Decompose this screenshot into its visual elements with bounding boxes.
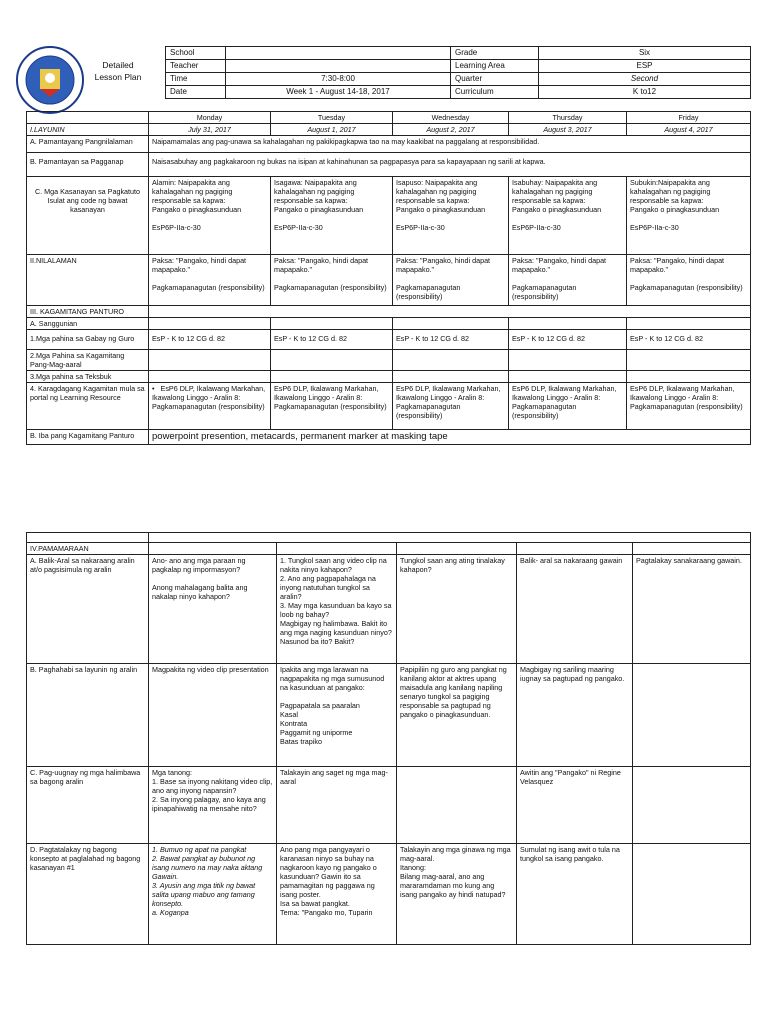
grade-value: Six: [539, 47, 751, 60]
iba-value: powerpoint presention, metacards, permanent marker at masking tape: [149, 430, 751, 445]
pagganap-label: B. Pamantayan sa Pagganap: [27, 153, 149, 177]
pagtatalakay-row: [27, 844, 751, 945]
balik-aral-monday: Ano- ano ang mga paraan ng pagkalap ng impormasyon? Anong mahalagang balita ang nakalap ninyo kahapon?: [149, 555, 277, 664]
kasanayan-row: [27, 177, 751, 255]
gabay-thursday: EsP - K to 12 CG d. 82: [509, 330, 627, 350]
karagdagang-monday: [149, 383, 271, 430]
teacher-label: Teacher: [166, 60, 226, 73]
pagtatalakay-tuesday: Ano pang mga pangyayari o karanasan ninyo sa buhay na nagkaroon kayo ng pangako o kasunduan? Gawin ito sa pamamagitan ng paggawa ng isang poster. Isa sa bawat pangkat. Tema: "Pangako mo, Tuparin: [277, 844, 397, 945]
karagdagang-thursday: EsP6 DLP, Ikalawang Markahan, Ikawalong Linggo - Aralin 8: Pagkamapanagutan (responsibility): [509, 383, 627, 430]
sanggunian-row: [27, 318, 751, 330]
pagtatalakay-wednesday: Talakayin ang mga ginawa ng mga mag-aaral. Itanong: Bilang mag-aaral, ano ang mararamdaman mo kung ang isang pangako ay hindi natupad?: [397, 844, 517, 945]
balik-aral-wednesday: Tungkol saan ang ating tinalakay kahapon?: [397, 555, 517, 664]
balik-aral-row: [27, 555, 751, 664]
karagdagang-tuesday: EsP6 DLP, Ikalawang Markahan, Ikawalong Linggo - Aralin 8: Pagkamapanagutan (responsibility): [271, 383, 393, 430]
gabay-label: 1.Mga pahina sa Gabay ng Guro: [27, 330, 149, 350]
teksbuk-label: 3.Mga pahina sa Teksbuk: [27, 371, 149, 383]
pagtatalakay-monday: 1. Bumuo ng apat na pangkat 2. Bawat pangkat ay bubunot ng isang numero na may naka aktang Gawain. 3. Ayusin ang mga titik ng bawat salita upang mabuo ang tamang konsepto. a. Koganpa: [149, 844, 277, 945]
learning-area-label: Learning Area: [451, 60, 539, 73]
gabay-tuesday: EsP - K to 12 CG d. 82: [271, 330, 393, 350]
pamamaraan-row: [27, 543, 751, 555]
karagdagang-row: [27, 383, 751, 430]
gabay-wednesday: EsP - K to 12 CG d. 82: [393, 330, 509, 350]
day-wednesday: Wednesday: [393, 112, 509, 124]
balik-aral-thursday: Balik- aral sa nakaraang gawain: [517, 555, 633, 664]
empty-cell: [627, 371, 751, 383]
date-monday: July 31, 2017: [149, 124, 271, 136]
paghahabi-monday: Magpakita ng video clip presentation: [149, 664, 277, 767]
header-row-time: [166, 73, 751, 86]
time-value: 7:30-8:00: [226, 73, 451, 86]
empty-cell: [149, 543, 277, 555]
nilalaman-friday: Paksa: "Pangako, hindi dapat mapapako." Pagkamapanagutan (responsibility): [627, 255, 751, 306]
nilalaman-row: [27, 255, 751, 306]
pagganap-row: [27, 153, 751, 177]
iba-row: [27, 430, 751, 445]
date-friday: August 4, 2017: [627, 124, 751, 136]
paghahabi-wednesday: Papipiliin ng guro ang pangkat ng kanilang aktor at aktres upang maisadula ang kanilang napiling senaryo tungkol sa pagiging responsable sa pagtupad ng pangako o pinagkasunduan.: [397, 664, 517, 767]
pag-uugnay-label: C. Pag-uugnay ng mga halimbawa sa bagong aralin: [27, 767, 149, 844]
balik-aral-label: A. Balik-Aral sa nakaraang aralin at/o pagsisimula ng aralin: [27, 555, 149, 664]
kagamitan-row: [27, 306, 751, 318]
header-row-school: [166, 47, 751, 60]
bullet: •: [152, 384, 155, 393]
paghahabi-thursday: Magbigay ng sariling maaring iugnay sa pagtupad ng pangako.: [517, 664, 633, 767]
kasanayan-monday: Alamin: Naipapakita ang kahalagahan ng pagiging responsable sa kapwa: Pangako o pinagkasunduan EsP6P-IIa-c-30: [149, 177, 271, 255]
gabay-row: [27, 330, 751, 350]
empty-cell: [517, 543, 633, 555]
doc-title: Detailed Lesson Plan: [94, 60, 142, 82]
time-label: Time: [166, 73, 226, 86]
empty-cell: [397, 543, 517, 555]
pag-uugnay-thursday: Awitin ang "Pangako" ni Regine Velasquez: [517, 767, 633, 844]
grade-label: Grade: [451, 47, 539, 60]
karagdagang-wednesday: EsP6 DLP, Ikalawang Markahan, Ikawalong Linggo - Aralin 8: Pagkamapanagutan (responsibility): [393, 383, 509, 430]
layunin-row: [27, 124, 751, 136]
empty-cell: [149, 371, 271, 383]
pamantayang-label: A. Pamantayang Pangnilalaman: [27, 136, 149, 153]
gabay-monday: EsP - K to 12 CG d. 82: [149, 330, 271, 350]
p2-top-row: [27, 533, 751, 543]
paghahabi-friday: [633, 664, 751, 767]
karagdagang-friday: EsP6 DLP, Ikalawang Markahan, Ikawalong Linggo - Aralin 8: Pagkamapanagutan (responsibility): [627, 383, 751, 430]
karagdagang-label: 4. Karagdagang Kagamitan mula sa portal ng Learning Resource: [27, 383, 149, 430]
paghahabi-tuesday: Ipakita ang mga larawan na nagpapakita ng mga sumusunod na kasunduan at pangako: Pagpapatala sa paaralan Kasal Kontrata Paggamit ng uniporme Batas trapiko: [277, 664, 397, 767]
header-row-teacher: [166, 60, 751, 73]
empty-cell: [277, 543, 397, 555]
pamamaraan-table: [26, 532, 751, 945]
kasanayan-label: C. Mga Kasanayan sa Pagkatuto Isulat ang code ng bawat kasanayan: [27, 177, 149, 255]
nilalaman-tuesday: Paksa: "Pangako, hindi dapat mapapako." Pagkamapanagutan (responsibility): [271, 255, 393, 306]
empty-cell: [393, 350, 509, 371]
pamantayang-row: [27, 136, 751, 153]
pamantayang-value: Naipamamalas ang pag-unawa sa kahalagahan ng pakikipagkapwa tao na may kaakibat na paggalang at responsibilidad.: [149, 136, 751, 153]
day-header-row: [27, 112, 751, 124]
deped-seal-logo: [15, 45, 85, 115]
pagtatalakay-thursday: Sumulat ng isang awit o tula na tungkol sa isang pangako.: [517, 844, 633, 945]
nilalaman-label: II.NILALAMAN: [27, 255, 149, 306]
learning-area-value: ESP: [539, 60, 751, 73]
curriculum-label: Curriculum: [451, 86, 539, 99]
empty-cell: [633, 543, 751, 555]
school-label: School: [166, 47, 226, 60]
iba-label: B. Iba pang Kagamitang Panturo: [27, 430, 149, 445]
school-value: [226, 47, 451, 60]
empty-cell: [509, 318, 627, 330]
empty-cell: [393, 318, 509, 330]
empty-cell: [627, 350, 751, 371]
day-thursday: Thursday: [509, 112, 627, 124]
empty-cell: [149, 318, 271, 330]
empty-cell: [271, 371, 393, 383]
teacher-value: [226, 60, 451, 73]
pag-uugnay-friday: [633, 767, 751, 844]
date-wednesday: August 2, 2017: [393, 124, 509, 136]
header-info-table: [165, 46, 751, 99]
empty-cell: [509, 350, 627, 371]
empty-cell: [627, 318, 751, 330]
date-value: Week 1 - August 14-18, 2017: [226, 86, 451, 99]
pag-uugnay-monday: Mga tanong: 1. Base sa inyong nakitang video clip, ano ang inyong napansin? 2. Sa inyong palagay, ano kaya ang ipinapahiwatig na mensahe nito?: [149, 767, 277, 844]
nilalaman-monday: Paksa: "Pangako, hindi dapat mapapako." Pagkamapanagutan (responsibility): [149, 255, 271, 306]
pag-uugnay-row: [27, 767, 751, 844]
empty-cell: [393, 371, 509, 383]
sanggunian-label: A. Sanggunian: [27, 318, 149, 330]
empty-cell: [27, 533, 149, 543]
header-row-date: [166, 86, 751, 99]
kagamitan-pang-label: 2.Mga Pahina sa Kagamitang Pang-Mag-aaral: [27, 350, 149, 371]
date-tuesday: August 1, 2017: [271, 124, 393, 136]
nilalaman-thursday: Paksa: "Pangako, hindi dapat mapapako." Pagkamapanagutan (responsibility): [509, 255, 627, 306]
pagganap-value: Naisasabuhay ang pagkakaroon ng bukas na isipan at kahinahunan sa pagpapasya para sa kapayapaan ng sarili at kapwa.: [149, 153, 751, 177]
empty-cell: [149, 350, 271, 371]
date-thursday: August 3, 2017: [509, 124, 627, 136]
karagdagang-text: EsP6 DLP, Ikalawang Markahan, Ikawalong Linggo - Aralin 8: Pagkamapanagutan (responsibility): [152, 384, 266, 411]
empty-corner: [27, 112, 149, 124]
paghahabi-row: [27, 664, 751, 767]
lesson-plan-table: [26, 111, 751, 445]
layunin-label: I.LAYUNIN: [27, 124, 149, 136]
empty-cell: [271, 318, 393, 330]
pagtatalakay-label: D. Pagtatalakay ng bagong konsepto at paglalahad ng bagong kasanayan #1: [27, 844, 149, 945]
day-friday: Friday: [627, 112, 751, 124]
kasanayan-thursday: Isabuhay: Naipapakita ang kahalagahan ng pagiging responsable sa kapwa: Pangako o pinagkasunduan EsP6P-IIa-c-30: [509, 177, 627, 255]
pagtatalakay-friday: [633, 844, 751, 945]
gabay-friday: EsP - K to 12 CG d. 82: [627, 330, 751, 350]
kasanayan-tuesday: Isagawa: Naipapakita ang kahalagahan ng pagiging responsable sa kapwa: Pangako o pinagkasunduan EsP6P-IIa-c-30: [271, 177, 393, 255]
kagamitan-label: III. KAGAMITANG PANTURO: [27, 306, 149, 318]
kagamitan-empty: [149, 306, 751, 318]
empty-cell: [271, 350, 393, 371]
quarter-label: Quarter: [451, 73, 539, 86]
pag-uugnay-wednesday: [397, 767, 517, 844]
balik-aral-friday: Pagtalakay sanakaraang gawain.: [633, 555, 751, 664]
kasanayan-wednesday: Isapuso: Naipapakita ang kahalagahan ng pagiging responsable sa kapwa: Pangako o pinagkasunduan EsP6P-IIa-c-30: [393, 177, 509, 255]
quarter-value: Second: [539, 73, 751, 86]
nilalaman-wednesday: Paksa: "Pangako, hindi dapat mapapako." Pagkamapanagutan (responsibility): [393, 255, 509, 306]
day-tuesday: Tuesday: [271, 112, 393, 124]
kasanayan-friday: Subukin:Naipapakita ang kahalagahan ng pagiging responsable sa kapwa: Pangako o pinagkasunduan EsP6P-IIa-c-30: [627, 177, 751, 255]
empty-cell: [509, 371, 627, 383]
paghahabi-label: B. Paghahabi sa layunin ng aralin: [27, 664, 149, 767]
pamamaraan-label: IV.PAMAMARAAN: [27, 543, 149, 555]
empty-cell: [149, 533, 751, 543]
curriculum-value: K to12: [539, 86, 751, 99]
day-monday: Monday: [149, 112, 271, 124]
balik-aral-tuesday: 1. Tungkol saan ang video clip na nakita ninyo kahapon? 2. Ano ang pagpapahalaga na inyong natutuhan tungkol sa aralin? 3. May mga kasunduan ba kayo sa loob ng bahay? Magbigay ng halimbawa. Bakit ito ang mga naging kasunduan ninyo? Nasunod ba ito? Bakit?: [277, 555, 397, 664]
teksbuk-row: [27, 371, 751, 383]
pag-uugnay-tuesday: Talakayin ang saget ng mga mag-aaral: [277, 767, 397, 844]
kagamitan-pang-row: [27, 350, 751, 371]
date-label: Date: [166, 86, 226, 99]
